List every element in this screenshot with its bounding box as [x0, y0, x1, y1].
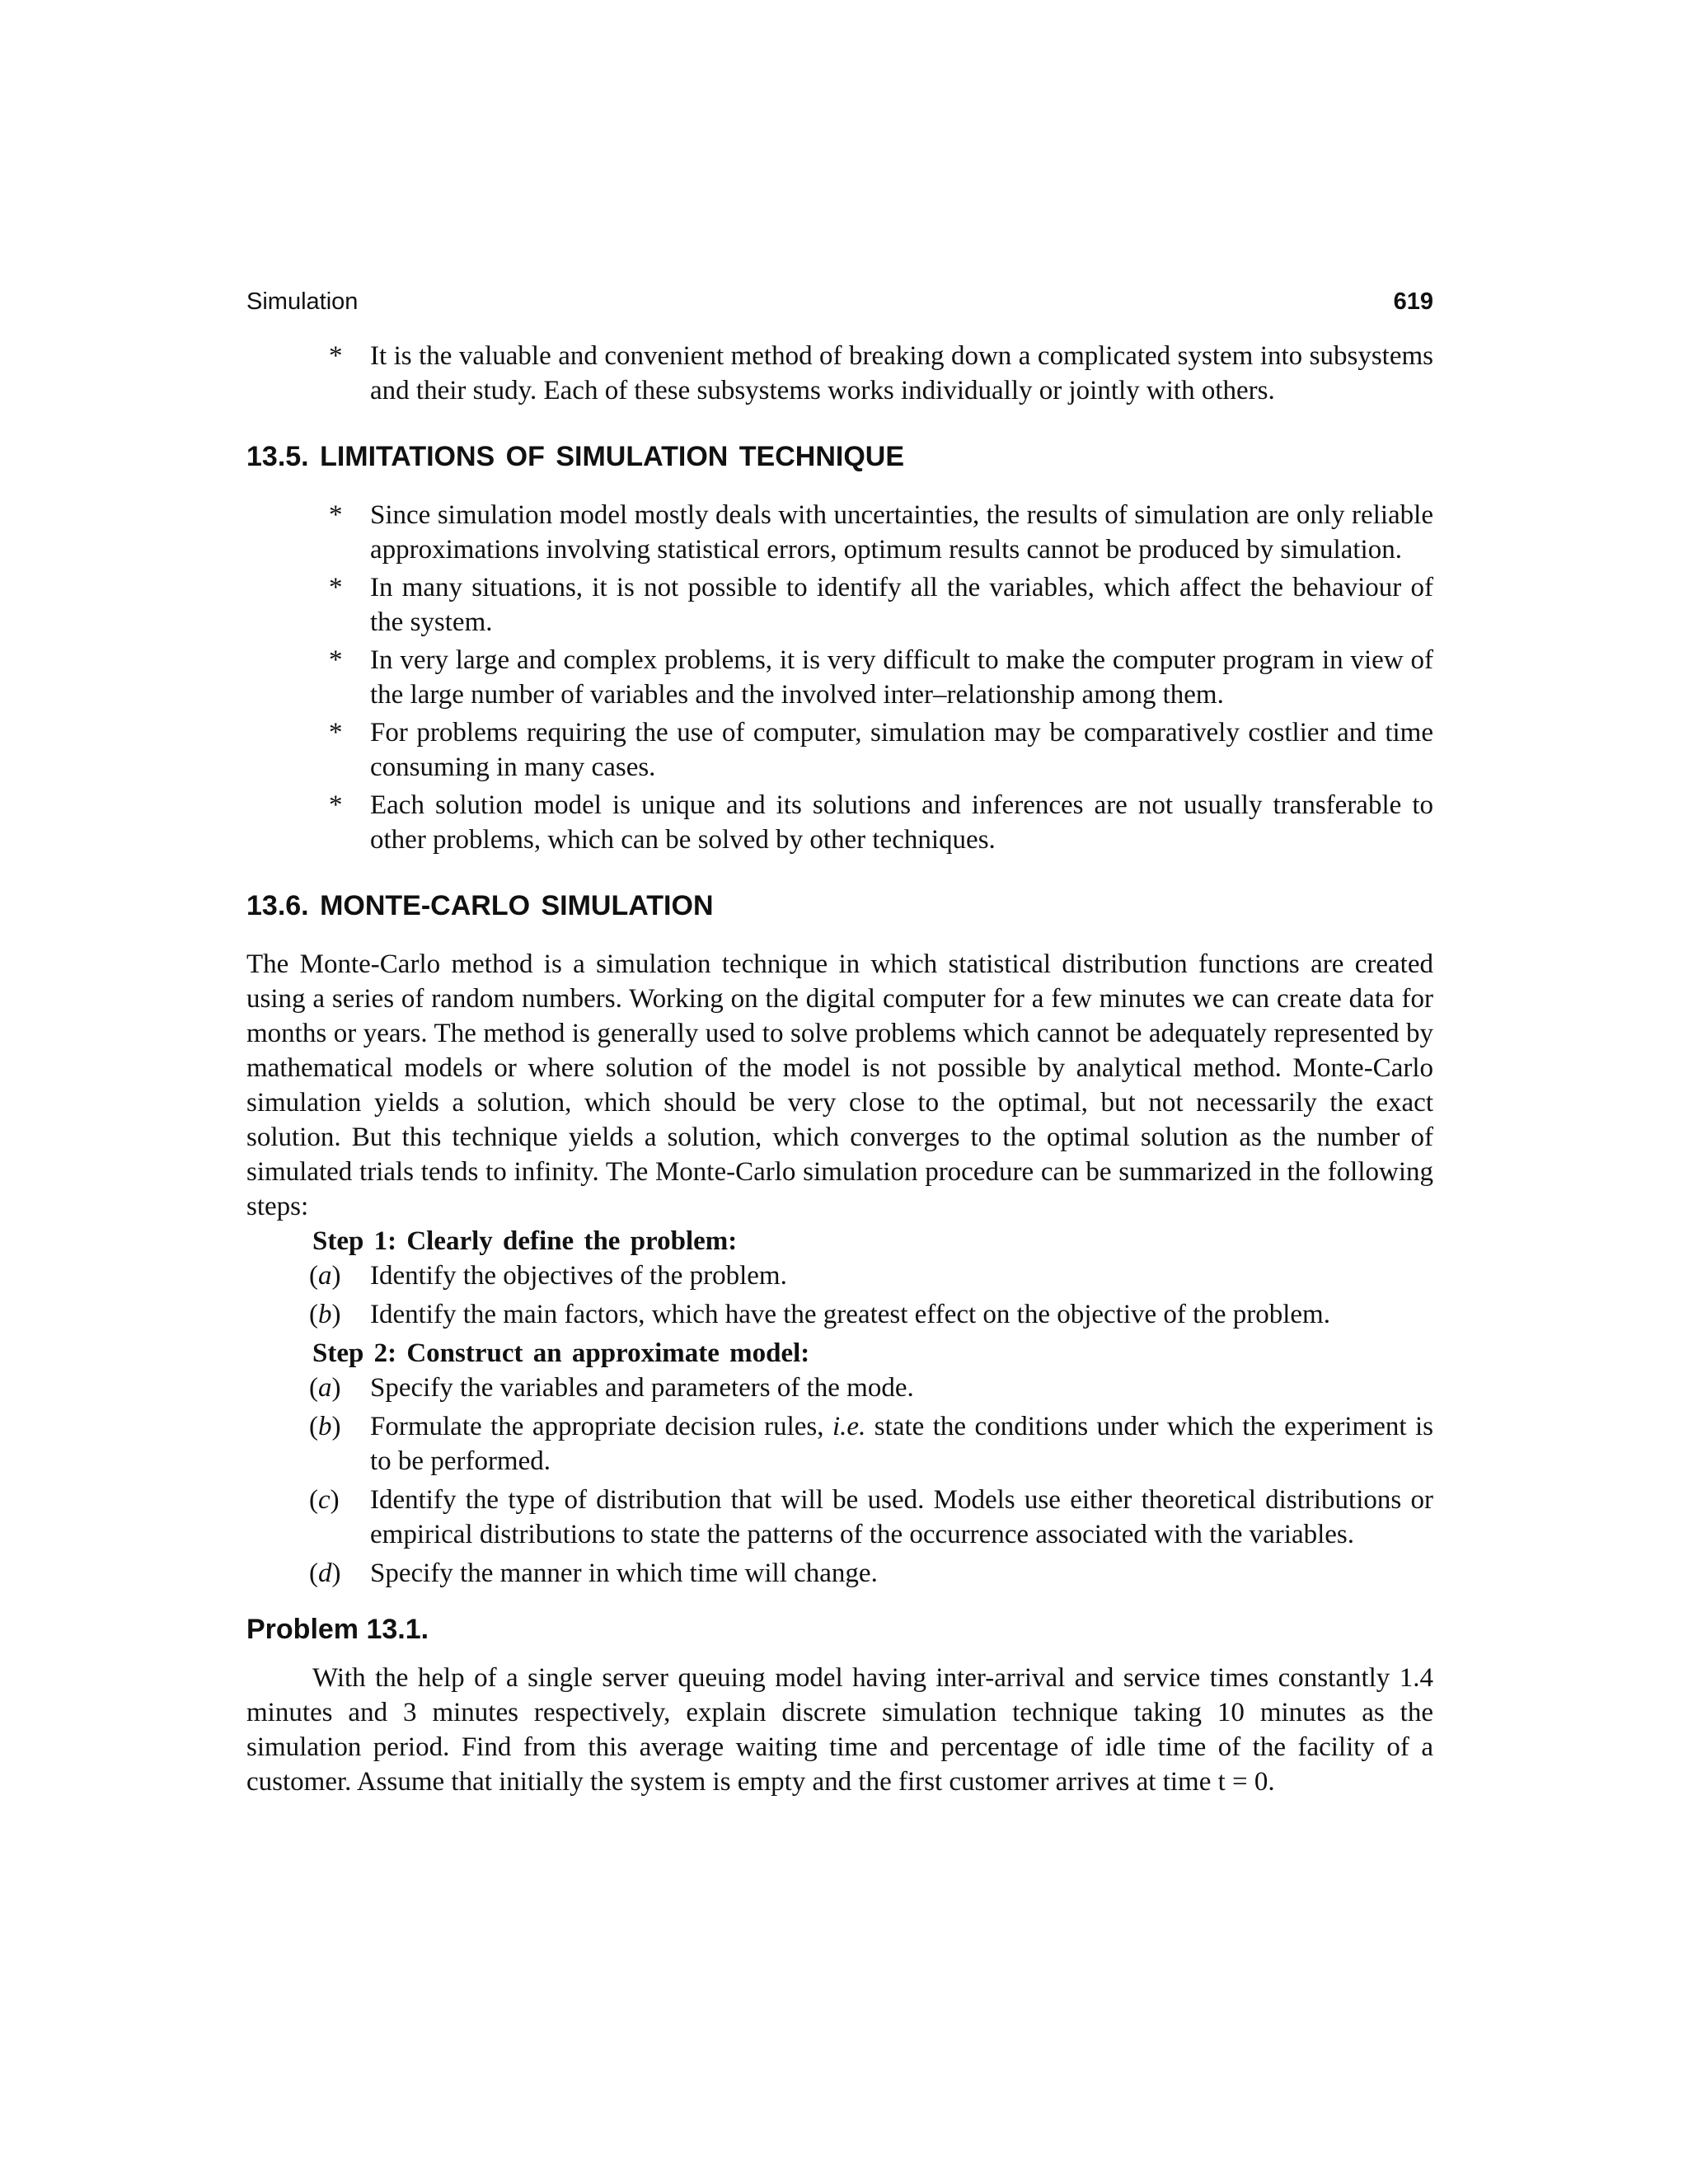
list-item	[309, 1409, 1433, 1479]
asterisk-bullet-icon: *	[329, 500, 343, 530]
bullet-text: In very large and complex problems, it is very difficult to make the computer program in view of the large number of variables and the involved inter–relationship among them.	[370, 645, 1433, 710]
item-text: Identify the main factors, which have the greatest effect on the objective of the problem.	[370, 1300, 1330, 1329]
page-number: 619	[1393, 288, 1433, 315]
problem-heading: Problem 13.1.	[246, 1614, 429, 1645]
step-2-list	[309, 1371, 1433, 1591]
bullet-item	[329, 498, 1433, 567]
item-label: (d)	[309, 1558, 341, 1588]
monte-carlo-paragraph: The Monte-Carlo method is a simulation technique in which statistical distribution functions are created using a series of random numbers. Working on the digital computer for a few minutes we can create data for months or years. The method is generally used to solve problems which cannot be adequately represented by mathematical models or where solution of the model is not possible by analytical method. Monte-Carlo simulation yields a solution, which should be very close to the optimal, but not necessarily the exact solution. But this technique yields a solution, which converges to the optimal solution as the number of simulated trials tends to infinity. The Monte-Carlo simulation procedure can be summarized in the following steps:	[246, 949, 1433, 1221]
step-2-title: Step 2: Construct an approximate model:	[312, 1338, 810, 1368]
bullet-item	[329, 339, 1433, 408]
problem-paragraph: With the help of a single server queuing model having inter-arrival and service times constantly 1.4 minutes and 3 minutes respectively, explain discrete simulation technique taking 10 minutes as the simulation period. Find from this average waiting time and percentage of idle time of the facility of a customer. Assume that initially the system is empty and the first customer arrives at time t = 0.	[246, 1663, 1433, 1797]
running-title: Simulation	[246, 288, 359, 315]
item-text: Specify the manner in which time will change.	[370, 1558, 878, 1588]
item-label: (c)	[309, 1485, 340, 1515]
item-label: (b)	[309, 1412, 341, 1441]
list-item	[309, 1297, 1433, 1332]
intro-bullet-list	[329, 339, 1433, 408]
asterisk-bullet-icon: *	[329, 341, 343, 371]
bullet-item	[329, 570, 1433, 640]
item-label: (b)	[309, 1300, 341, 1329]
section-heading-13-5: 13.5. LIMITATIONS OF SIMULATION TECHNIQUE	[246, 441, 905, 472]
list-item	[309, 1371, 1433, 1405]
asterisk-bullet-icon: *	[329, 645, 343, 675]
bullet-item	[329, 788, 1433, 857]
item-label: (a)	[309, 1373, 341, 1403]
bullet-item	[329, 643, 1433, 712]
section-heading-13-6: 13.6. MONTE-CARLO SIMULATION	[246, 890, 714, 921]
asterisk-bullet-icon: *	[329, 790, 343, 820]
bullet-text: It is the valuable and convenient method of breaking down a complicated system into subsystems and their study. Each of these subsystems works individually or jointly with others.	[370, 341, 1433, 405]
item-text: Identify the type of distribution that will be used. Models use either theoretical distributions or empirical distributions to state the patterns of the occurrence associated with the variables.	[370, 1485, 1433, 1549]
limitations-bullet-list	[329, 498, 1433, 857]
asterisk-bullet-icon: *	[329, 718, 343, 748]
step-1-title: Step 1: Clearly define the problem:	[312, 1226, 738, 1256]
document-page	[246, 288, 1433, 1799]
item-text: Specify the variables and parameters of the mode.	[370, 1373, 914, 1403]
list-item	[309, 1556, 1433, 1591]
bullet-text: Each solution model is unique and its solutions and inferences are not usually transferable to other problems, which can be solved by other techniques.	[370, 790, 1433, 855]
item-label: (a)	[309, 1261, 341, 1291]
bullet-item	[329, 715, 1433, 785]
item-text: Formulate the appropriate decision rules, i.e. state the conditions under which the experiment is to be performed.	[370, 1412, 1434, 1476]
bullet-text: For problems requiring the use of computer, simulation may be comparatively costlier and time consuming in many cases.	[370, 718, 1433, 782]
list-item	[309, 1483, 1433, 1552]
asterisk-bullet-icon: *	[329, 573, 343, 602]
bullet-text: In many situations, it is not possible to identify all the variables, which affect the behaviour of the system.	[370, 573, 1433, 637]
item-text: Identify the objectives of the problem.	[370, 1261, 787, 1291]
list-item	[309, 1258, 1433, 1293]
step-1-list	[309, 1258, 1433, 1332]
bullet-text: Since simulation model mostly deals with uncertainties, the results of simulation are only reliable approximations involving statistical errors, optimum results cannot be produced by simulation.	[370, 500, 1433, 565]
running-header	[246, 288, 1433, 316]
